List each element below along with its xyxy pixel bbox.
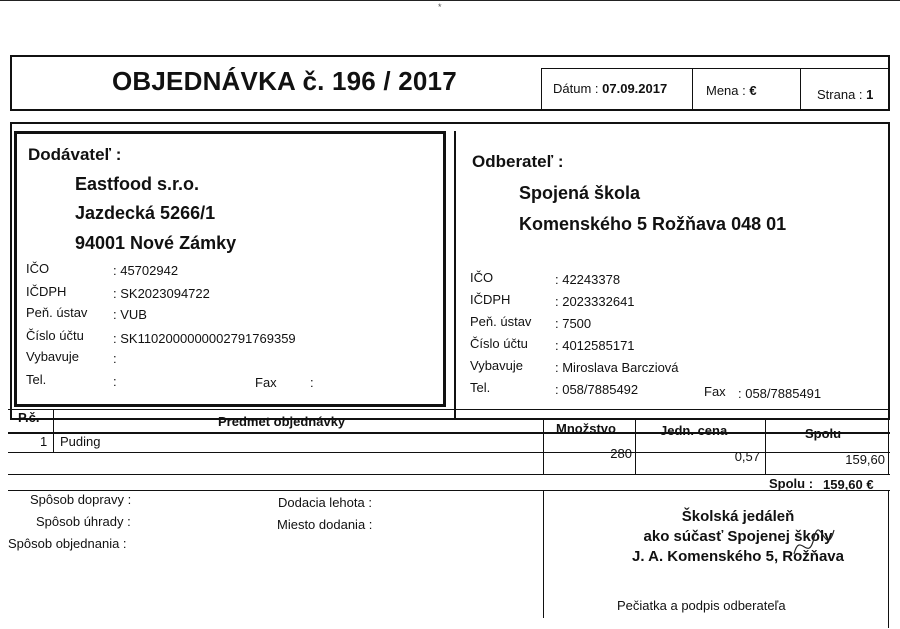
table-col-divider-4 (765, 418, 766, 474)
customer-icdph-label: IČDPH (470, 292, 511, 307)
col-header-no: P.č. (18, 410, 40, 425)
customer-heading: Odberateľ : (472, 152, 564, 171)
parties-divider (454, 131, 456, 418)
customer-account-label: Číslo účtu (470, 336, 528, 351)
table-row-line-2 (8, 474, 890, 475)
page-label: Strana : (817, 87, 863, 102)
col-header-item: Predmet objednávky (218, 414, 346, 429)
supplier-tel-label: Tel. (26, 372, 47, 387)
footer-divider (543, 490, 544, 618)
stamp-line-1: Školská jedáleň (681, 508, 795, 525)
stamp-line-3: J. A. Komenského 5, Rožňava (631, 548, 844, 565)
sum-label: Spolu : (769, 476, 814, 491)
customer-account-value: : 4012585171 (555, 338, 635, 353)
order-title: OBJEDNÁVKA č. 196 / 2017 (112, 66, 457, 96)
customer-ico-value: : 42243378 (555, 272, 621, 287)
row-no: 1 (40, 434, 48, 449)
customer-handler-label: Vybavuje (470, 358, 523, 373)
supplier-account-label: Číslo účtu (26, 328, 84, 343)
transport-label: Spôsob dopravy : (30, 492, 132, 507)
scan-mark: * (438, 2, 442, 12)
table-col-divider-3 (635, 418, 636, 474)
customer-tel-value: : 058/7885492 (555, 382, 639, 397)
supplier-ico-label: IČO (26, 261, 50, 276)
table-top-line (8, 409, 890, 410)
customer-bank-value: : 7500 (555, 316, 592, 331)
customer-handler-value: : Miroslava Barcziová (555, 360, 679, 375)
customer-tel-label: Tel. (470, 380, 491, 395)
date-label: Dátum : (553, 81, 599, 96)
sum-value: 159,60 € (823, 477, 874, 492)
supplier-handler-label: Vybavuje (26, 349, 79, 364)
table-col-divider-5 (888, 418, 889, 474)
header-divider-1 (541, 68, 542, 109)
supplier-tel-value: : (113, 374, 117, 389)
supplier-fax-label: Fax (255, 375, 277, 390)
supplier-heading: Dodávateľ : (28, 145, 122, 164)
supplier-name: Eastfood s.r.o. (75, 174, 200, 194)
table-col-divider-2 (543, 418, 544, 474)
currency-value: € (749, 83, 757, 98)
signature-label: Pečiatka a podpis odberateľa (617, 598, 786, 613)
customer-name: Spojená škola (519, 183, 641, 203)
supplier-icdph-label: IČDPH (26, 284, 67, 299)
header-inner-line (541, 68, 890, 69)
supplier-bank-value: : VUB (113, 307, 147, 322)
order-method-label: Spôsob objednania : (8, 536, 127, 551)
col-header-unit: Jedn. cena (660, 423, 728, 438)
date-value: 07.09.2017 (602, 81, 668, 96)
row-qty: 280 (610, 446, 632, 461)
supplier-ico-value: : 45702942 (113, 263, 179, 278)
customer-icdph-value: : 2023332641 (555, 294, 635, 309)
header-divider-2 (692, 68, 693, 109)
supplier-account-value: : SK1102000000002791769359 (113, 331, 296, 346)
supplier-handler-value: : (113, 351, 117, 366)
delivery-term-label: Dodacia lehota : (278, 495, 372, 510)
currency-field (706, 83, 757, 98)
date-field (553, 81, 667, 96)
col-header-total: Spolu (805, 426, 842, 441)
table-col-divider-1 (53, 409, 54, 452)
signature-scribble (790, 520, 840, 570)
supplier-fax-value: : (310, 375, 314, 390)
stamp-line-2: ako súčasť Spojenej školy (643, 528, 833, 545)
supplier-city: 94001 Nové Zámky (75, 233, 237, 253)
top-border-line (0, 0, 900, 1)
table-header-line (8, 432, 890, 434)
table-sum-line (8, 490, 890, 491)
customer-ico-label: IČO (470, 270, 494, 285)
supplier-box (14, 131, 446, 407)
customer-fax-value: : 058/7885491 (738, 386, 822, 401)
supplier-bank-label: Peň. ústav (26, 305, 88, 320)
row-total: 159,60 (845, 452, 885, 467)
row-unit: 0,57 (734, 449, 760, 464)
row-item: Puding (60, 434, 101, 449)
delivery-place-label: Miesto dodania : (277, 517, 373, 532)
page-field (817, 87, 873, 102)
supplier-street: Jazdecká 5266/1 (75, 203, 216, 223)
header-divider-3 (800, 68, 801, 109)
customer-bank-label: Peň. ústav (470, 314, 532, 329)
payment-label: Spôsob úhrady : (36, 514, 131, 529)
page-value: 1 (866, 87, 874, 102)
customer-address: Komenského 5 Rožňava 048 01 (519, 214, 787, 234)
currency-label: Mena : (706, 83, 746, 98)
supplier-icdph-value: : SK2023094722 (113, 286, 210, 301)
customer-fax-label: Fax (704, 384, 726, 399)
col-header-qty: Množstvo (556, 421, 616, 436)
